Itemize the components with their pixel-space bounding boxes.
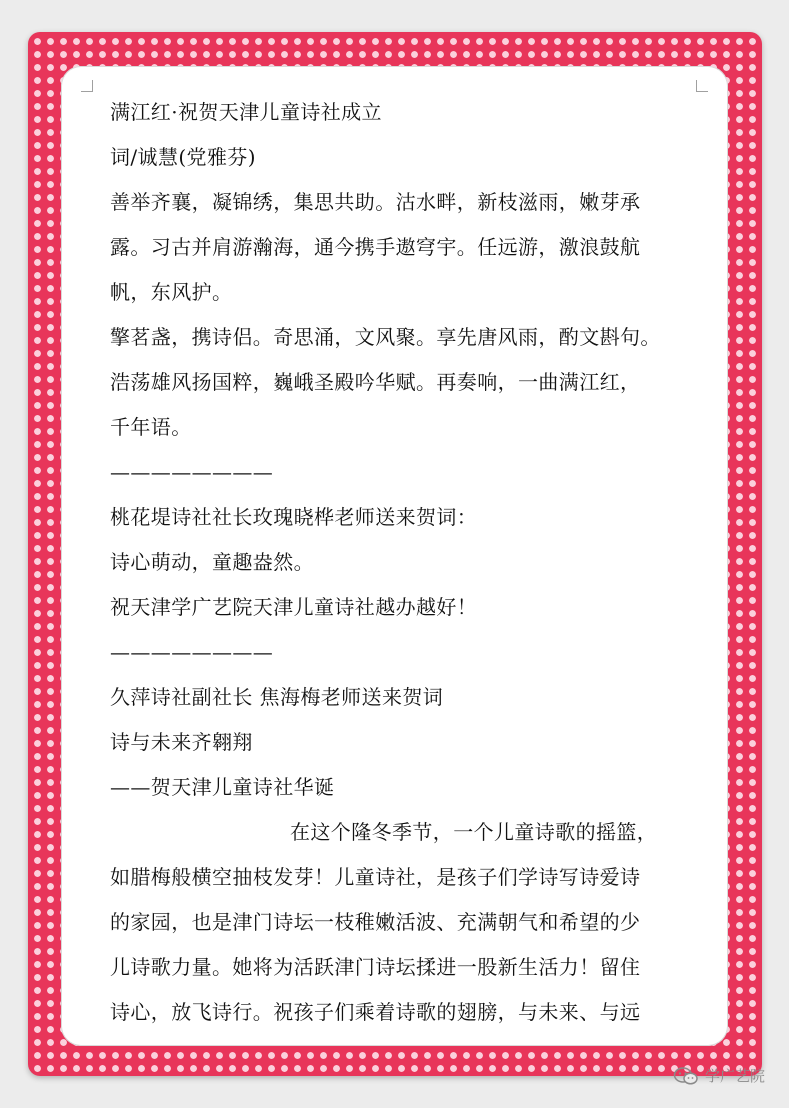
section-title: 诗与未来齐翱翔 xyxy=(110,730,253,754)
text-line: 千年语。 xyxy=(110,415,192,439)
text-line: 如腊梅般横空抽枝发芽！儿童诗社，是孩子们学诗写诗爱诗 xyxy=(110,865,641,889)
text-line: 浩荡雄风扬国粹，巍峨圣殿吟华赋。再奏响，一曲满江红， xyxy=(110,370,641,394)
poem-title: 满江红·祝贺天津儿童诗社成立 xyxy=(110,100,382,124)
watermark xyxy=(673,1065,765,1086)
text-line: 诗心萌动，童趣盎然。 xyxy=(110,550,314,574)
document-page xyxy=(61,66,728,1046)
text-line: 桃花堤诗社社长玫瑰晓桦老师送来贺词： xyxy=(110,505,478,529)
poem-author: 词/诚慧(党雅芬) xyxy=(110,145,256,169)
text-line: 祝天津学广艺院天津儿童诗社越办越好！ xyxy=(110,595,478,619)
text-line: 久萍诗社副社长 焦海梅老师送来贺词 xyxy=(110,685,444,709)
text-line: 诗心，放飞诗行。祝孩子们乘着诗歌的翅膀，与未来、与远 xyxy=(110,1000,641,1024)
section-subtitle: ——贺天津儿童诗社华诞 xyxy=(110,775,335,799)
text-line: 善举齐襄，凝锦绣，集思共助。沽水畔，新枝滋雨，嫩芽承 xyxy=(110,190,641,214)
text-line: 在这个隆冬季节，一个儿童诗歌的摇篮， xyxy=(290,820,658,844)
wechat-icon xyxy=(673,1066,699,1086)
text-line: 露。习古并肩游瀚海，通今携手遨穹宇。任远游，激浪鼓航 xyxy=(110,235,641,259)
text-line: 擎茗盏，携诗侣。奇思涌，文风聚。享先唐风雨，酌文斟句。 xyxy=(110,325,661,349)
text-line: 儿诗歌力量。她将为活跃津门诗坛揉进一股新生活力！留住 xyxy=(110,955,641,979)
watermark-text: 学广艺院 xyxy=(704,1067,765,1085)
document-body xyxy=(110,90,722,1035)
divider-dashes: ———————— xyxy=(110,640,274,664)
text-line: 的家园，也是津门诗坛一枝稚嫩活波、充满朝气和希望的少 xyxy=(110,910,641,934)
text-line: 帆，东风护。 xyxy=(110,280,233,304)
divider-dashes: ———————— xyxy=(110,460,274,484)
crop-mark-top-left xyxy=(81,80,93,92)
